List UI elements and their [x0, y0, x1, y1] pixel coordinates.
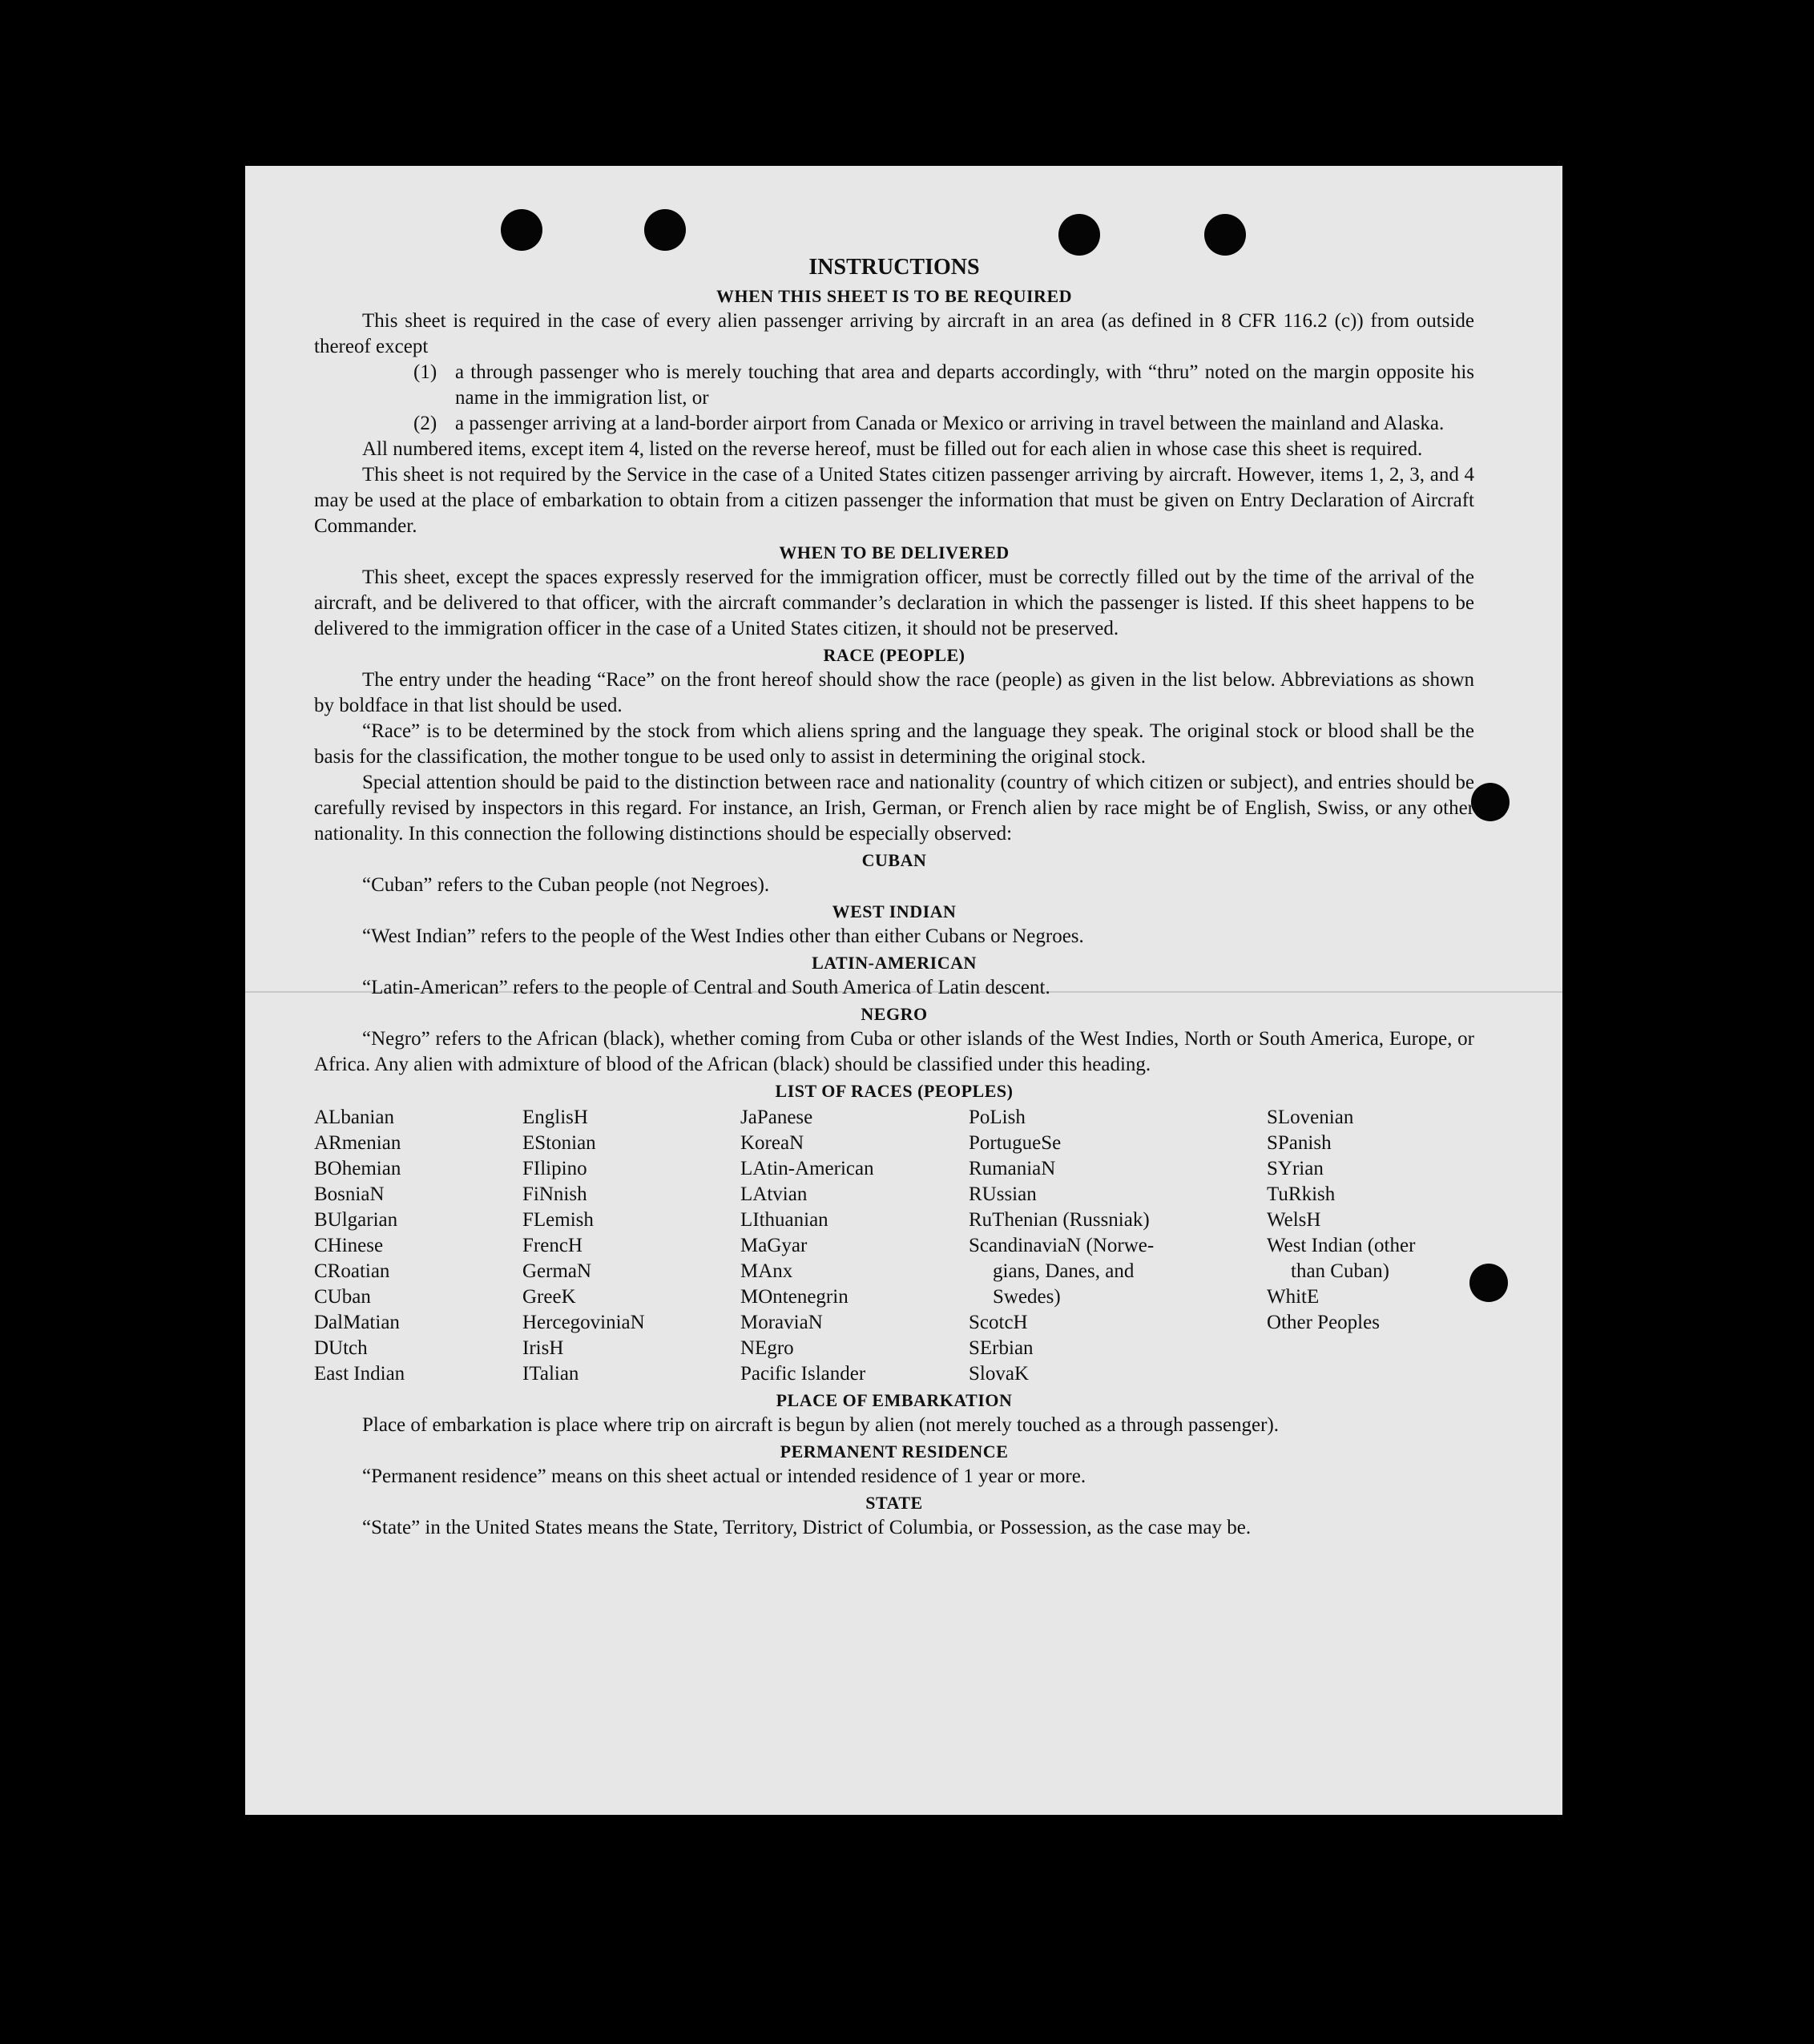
- races-list: [314, 1105, 1474, 1387]
- paragraph: Place of embarkation is place where trip on aircraft is begun by alien (not merely touched as a through passenger).: [362, 1414, 1280, 1436]
- race-entry: SLovenian: [1267, 1107, 1354, 1128]
- paragraph: “Negro” refers to the African (black), whether coming from Cuba or other islands of the West Indies, North or South America, Europe, or Africa. Any alien with admixture of blood of the African (black) should be classified under this heading.: [314, 1028, 1474, 1075]
- exception-item: (1) a through passenger who is merely touching that area and departs accordingly, with “thru” noted on the margin opposite his name in the immigration list, or: [413, 361, 1474, 409]
- race-entry: SPanish: [1267, 1132, 1332, 1154]
- paragraph: “Latin-American” refers to the people of Central and South America of Latin descent.: [362, 977, 1050, 998]
- race-entry: EnglisH: [522, 1107, 588, 1128]
- race-entry: Other Peoples: [1267, 1312, 1380, 1333]
- race-entry: TuRkish: [1267, 1183, 1336, 1205]
- race-entry: LIthuanian: [740, 1209, 828, 1231]
- punch-hole: [1204, 214, 1246, 256]
- race-entry: EStonian: [522, 1132, 596, 1154]
- race-entry: ScotcH: [969, 1312, 1028, 1333]
- paragraph: This sheet is required in the case of every alien passenger arriving by aircraft in an area (as defined in 8 CFR 116.2 (c)) from outside thereof except: [314, 310, 1474, 357]
- section-heading: WEST INDIAN: [832, 901, 957, 921]
- races-column: [1267, 1105, 1474, 1387]
- races-column: [314, 1105, 522, 1387]
- race-entry: FrencH: [522, 1235, 582, 1256]
- race-entry: WhitE: [1267, 1286, 1320, 1308]
- section-heading: PERMANENT RESIDENCE: [780, 1441, 1009, 1461]
- punch-hole: [1058, 214, 1100, 256]
- race-entry: MoraviaN: [740, 1312, 823, 1333]
- race-entry: RuThenian (Russniak): [969, 1209, 1150, 1231]
- section-heading: WHEN TO BE DELIVERED: [779, 542, 1010, 562]
- race-entry: SlovaK: [969, 1363, 1029, 1385]
- punch-hole: [644, 209, 686, 251]
- race-entry-continued: gians, Danes, and: [993, 1260, 1135, 1282]
- race-entry: CUban: [314, 1286, 371, 1308]
- paragraph: “Cuban” refers to the Cuban people (not Negroes).: [362, 874, 770, 896]
- race-entry: FiNnish: [522, 1183, 587, 1205]
- race-entry: MOntenegrin: [740, 1286, 849, 1308]
- race-entry: East Indian: [314, 1363, 405, 1385]
- document-sheet: [245, 166, 1562, 1815]
- race-entry: GermaN: [522, 1260, 592, 1282]
- race-entry: MaGyar: [740, 1235, 808, 1256]
- race-entry: ALbanian: [314, 1107, 394, 1128]
- race-entry: NEgro: [740, 1337, 794, 1359]
- race-entry: RUssian: [969, 1183, 1037, 1205]
- section-heading: NEGRO: [861, 1004, 928, 1024]
- paragraph: The entry under the heading “Race” on the front hereof should show the race (people) as given in the list below. Abbreviations as shown by boldface in that list should be used.: [314, 669, 1474, 716]
- paragraph: “West Indian” refers to the people of the West Indies other than either Cubans or Negroes.: [362, 925, 1084, 947]
- race-entry: CRoatian: [314, 1260, 390, 1282]
- paragraph: This sheet is not required by the Service in the case of a United States citizen passenger arriving by aircraft. However, items 1, 2, 3, and 4 may be used at the place of embarkation to obtain from a citizen passenger the information that must be given on Entry Declaration of Aircraft Commander.: [314, 464, 1474, 537]
- page-title: INSTRUCTIONS: [808, 255, 980, 280]
- paragraph: Special attention should be paid to the distinction between race and nationality (country of which citizen or subject), and entries should be carefully revised by inspectors in this regard. For instance, an Irish, German, or French alien by race might be of English, Swiss, or any other nationality. In this connection the following distinctions should be especially observed:: [314, 772, 1474, 845]
- section-heading: STATE: [865, 1493, 923, 1513]
- section-heading: LIST OF RACES (PEOPLES): [775, 1081, 1014, 1101]
- races-column: [740, 1105, 969, 1387]
- race-entry: GreeK: [522, 1286, 576, 1308]
- race-entry: BUlgarian: [314, 1209, 398, 1231]
- race-entry: DUtch: [314, 1337, 368, 1359]
- race-entry: MAnx: [740, 1260, 793, 1282]
- race-entry: SErbian: [969, 1337, 1034, 1359]
- race-entry: BosniaN: [314, 1183, 385, 1205]
- race-entry: DalMatian: [314, 1312, 400, 1333]
- race-entry-continued: than Cuban): [1291, 1260, 1389, 1282]
- race-entry: RumaniaN: [969, 1158, 1056, 1179]
- section-heading: WHEN THIS SHEET IS TO BE REQUIRED: [716, 286, 1073, 306]
- race-entry: BOhemian: [314, 1158, 401, 1179]
- races-column: [522, 1105, 740, 1387]
- punch-hole: [1469, 1264, 1508, 1302]
- race-entry: FLemish: [522, 1209, 594, 1231]
- race-entry: LAtvian: [740, 1183, 808, 1205]
- race-entry: HercegoviniaN: [522, 1312, 645, 1333]
- race-entry: KoreaN: [740, 1132, 804, 1154]
- paragraph: “Permanent residence” means on this sheet actual or intended residence of 1 year or more.: [362, 1465, 1086, 1487]
- punch-hole: [1471, 783, 1510, 821]
- race-entry: IrisH: [522, 1337, 564, 1359]
- paragraph: This sheet, except the spaces expressly reserved for the immigration officer, must be correctly filled out by the time of the arrival of the aircraft, and be delivered to that officer, with the aircraft commander’s declaration in which the passenger is listed. If this sheet happens to be delivered to the immigration officer in the case of a United States citizen, it should not be preserved.: [314, 566, 1474, 639]
- race-entry-continued: Swedes): [993, 1286, 1061, 1308]
- race-entry: FIlipino: [522, 1158, 587, 1179]
- race-entry: SYrian: [1267, 1158, 1324, 1179]
- race-entry: WelsH: [1267, 1209, 1321, 1231]
- section-heading: LATIN-AMERICAN: [812, 953, 977, 973]
- section-heading: PLACE OF EMBARKATION: [776, 1390, 1013, 1410]
- race-entry: JaPanese: [740, 1107, 813, 1128]
- section-heading: RACE (PEOPLE): [823, 645, 965, 665]
- instructions-content: [314, 252, 1474, 1541]
- punch-hole: [501, 209, 542, 251]
- paragraph: “State” in the United States means the State, Territory, District of Columbia, or Possession, as the case may be.: [362, 1517, 1252, 1538]
- races-column: [969, 1105, 1267, 1387]
- paragraph: “Race” is to be determined by the stock from which aliens spring and the language they speak. The original stock or blood shall be the basis for the classification, the mother tongue to be used only to assist in determining the original stock.: [314, 720, 1474, 768]
- race-entry: ARmenian: [314, 1132, 401, 1154]
- race-entry: PortugueSe: [969, 1132, 1062, 1154]
- race-entry: CHinese: [314, 1235, 384, 1256]
- section-heading: CUBAN: [861, 850, 927, 870]
- race-entry: West Indian (other: [1267, 1235, 1416, 1256]
- paragraph: All numbered items, except item 4, listed on the reverse hereof, must be filled out for each alien in whose case this sheet is required.: [362, 438, 1423, 460]
- race-entry: PoLish: [969, 1107, 1026, 1128]
- race-entry: Pacific Islander: [740, 1363, 866, 1385]
- race-entry: ScandinaviaN (Norwe-: [969, 1235, 1155, 1256]
- exception-item: (2) a passenger arriving at a land-border airport from Canada or Mexico or arriving in travel between the mainland and Alaska.: [413, 413, 1445, 434]
- race-entry: LAtin-American: [740, 1158, 874, 1179]
- race-entry: ITalian: [522, 1363, 579, 1385]
